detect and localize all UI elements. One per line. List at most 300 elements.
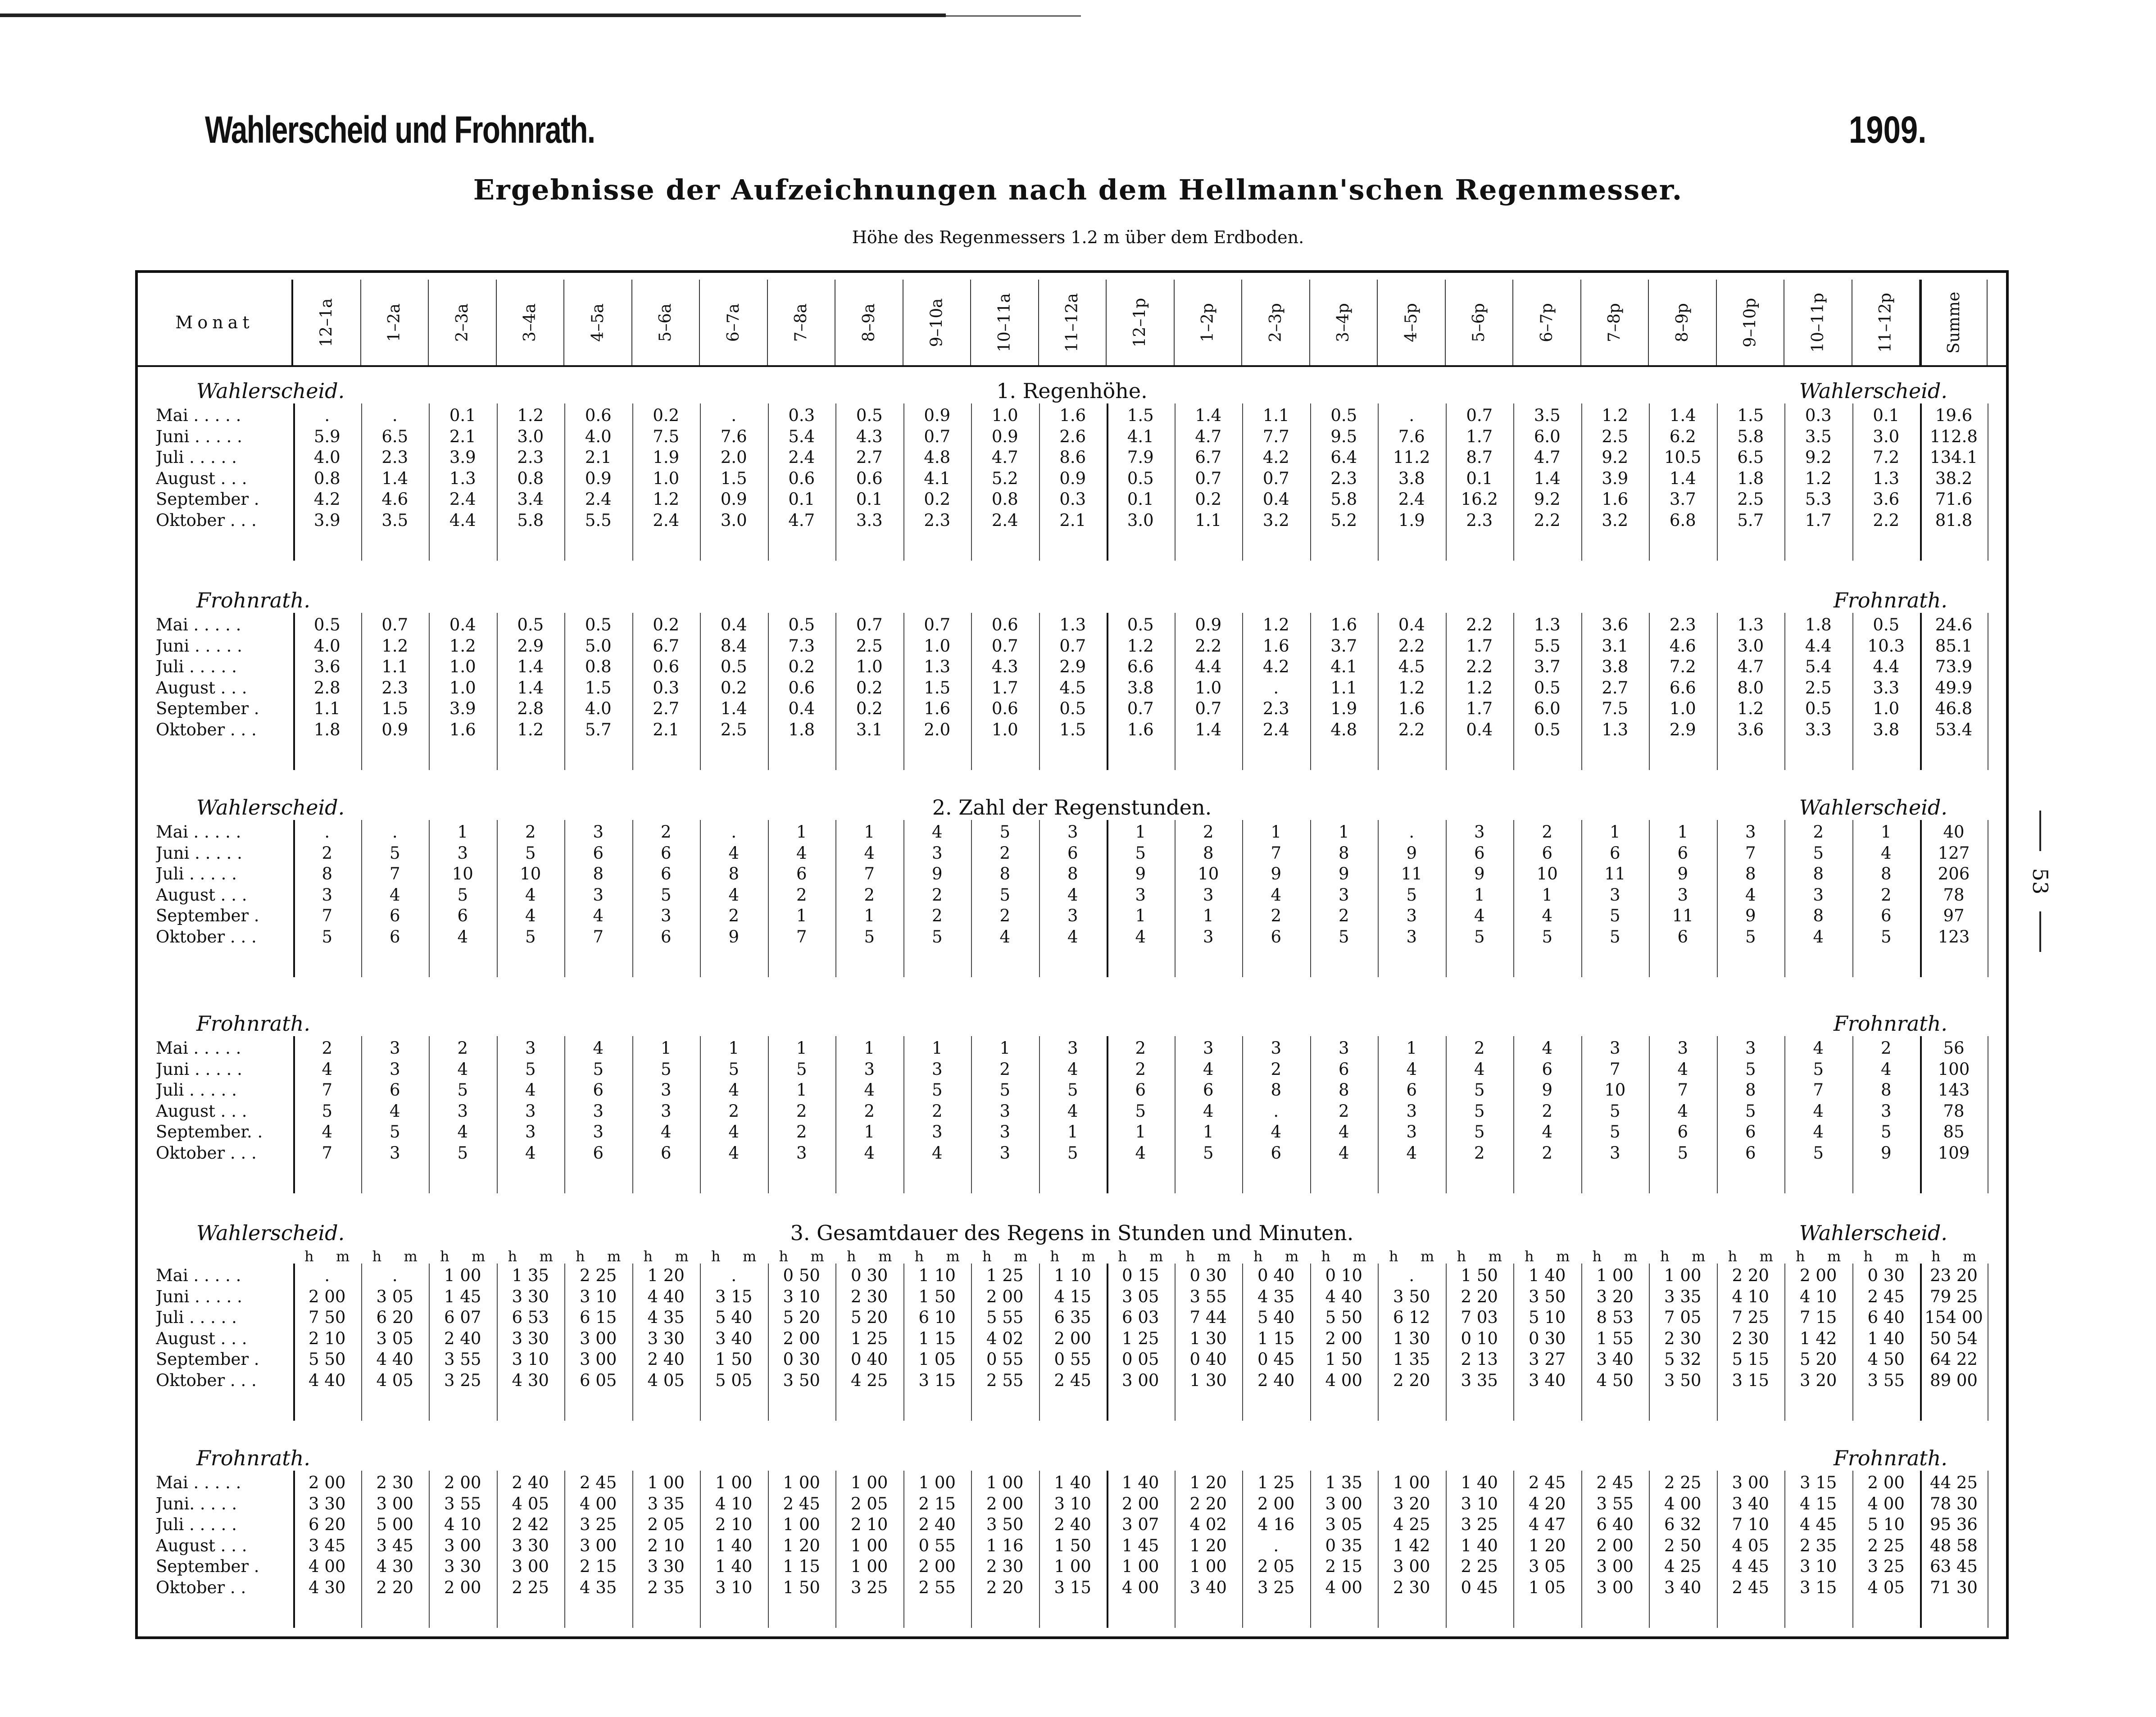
value-cell: 1.6 xyxy=(924,699,951,718)
value-cell: 6 40 xyxy=(1596,1515,1634,1534)
value-cell: 2 05 xyxy=(647,1515,685,1534)
value-cell: 1 00 xyxy=(715,1473,753,1492)
value-cell: 0.6 xyxy=(856,468,883,488)
value-cell: 1 50 xyxy=(1461,1266,1498,1285)
value-cell: 2.1 xyxy=(585,448,612,467)
value-cell: 1 xyxy=(796,822,807,842)
value-cell: 2.3 xyxy=(517,448,544,467)
value-cell: 2 42 xyxy=(512,1515,549,1534)
value-cell: 2.4 xyxy=(585,489,612,509)
value-cell: 4 xyxy=(1542,1038,1553,1058)
value-cell: 1.4 xyxy=(517,678,544,698)
value-cell: 6 xyxy=(1677,843,1688,863)
value-cell: 4 xyxy=(322,1122,333,1142)
sum-cell: 64 22 xyxy=(1930,1350,1978,1369)
value-cell: 3.9 xyxy=(449,448,476,467)
value-cell: 7 xyxy=(593,927,604,947)
value-cell: 1 40 xyxy=(1122,1473,1159,1492)
value-cell: 2 xyxy=(728,1101,740,1121)
value-cell: 7 03 xyxy=(1461,1308,1498,1327)
value-cell: 1 00 xyxy=(647,1473,685,1492)
month-label: August . . . xyxy=(156,468,247,488)
table-row xyxy=(138,885,2006,906)
value-cell: 4 xyxy=(1067,885,1078,905)
value-cell: 9 xyxy=(1677,864,1688,883)
value-cell: 3 50 xyxy=(783,1370,820,1390)
value-cell: 5 xyxy=(389,1122,400,1142)
value-cell: 3 45 xyxy=(309,1536,346,1555)
value-cell: 0.2 xyxy=(653,406,680,425)
value-cell: 3 25 xyxy=(444,1370,481,1390)
value-cell: 4 45 xyxy=(1732,1557,1769,1576)
value-cell: 1 xyxy=(999,1038,1011,1058)
value-cell: 7.6 xyxy=(720,426,747,446)
value-cell: 1.7 xyxy=(991,678,1018,698)
value-cell: 4 xyxy=(1067,927,1078,947)
value-cell: 6 40 xyxy=(1867,1308,1905,1327)
value-cell: 7 10 xyxy=(1732,1515,1769,1534)
value-cell: 2.0 xyxy=(924,720,951,739)
month-label: September . xyxy=(156,1350,259,1369)
value-cell: 4.7 xyxy=(1737,657,1764,676)
station-name-right: Frohnrath. xyxy=(1834,588,1947,612)
value-cell: 0.7 xyxy=(856,615,883,634)
value-cell: 1.3 xyxy=(1534,615,1561,634)
value-cell: 9 xyxy=(1271,864,1282,883)
value-cell: 2 20 xyxy=(1189,1494,1227,1513)
value-cell: 4 xyxy=(593,1038,604,1058)
value-cell: 0 45 xyxy=(1461,1577,1498,1597)
value-cell: . xyxy=(731,406,737,425)
hour-column-header xyxy=(1784,280,1852,365)
section-title: 2. Zahl der Regenstunden. xyxy=(932,795,1212,820)
minutes-unit: m xyxy=(539,1248,553,1265)
value-cell: 3.8 xyxy=(1127,678,1154,698)
value-cell: 4 xyxy=(457,1122,468,1142)
value-cell: 4 05 xyxy=(376,1370,413,1390)
value-cell: 1 10 xyxy=(1054,1266,1091,1285)
station-name-right: Frohnrath. xyxy=(1834,1446,1947,1470)
sum-cell: 38.2 xyxy=(1935,468,1973,488)
value-cell: 8 53 xyxy=(1596,1308,1634,1327)
value-cell: 4 xyxy=(593,906,604,925)
value-cell: 1.4 xyxy=(381,468,409,488)
value-cell: 7 xyxy=(864,864,875,883)
value-cell: 3 05 xyxy=(376,1287,413,1306)
value-cell: 7 xyxy=(1745,843,1756,863)
value-cell: 4 xyxy=(796,843,807,863)
value-cell: 6 xyxy=(389,927,400,947)
value-cell: 1 40 xyxy=(1461,1473,1498,1492)
value-cell: 4 xyxy=(1542,1122,1553,1142)
value-cell: 6 53 xyxy=(512,1308,549,1327)
value-cell: 6 10 xyxy=(918,1308,956,1327)
hours-unit: h xyxy=(779,1248,789,1265)
data-table xyxy=(135,270,2009,1639)
value-cell: 2 40 xyxy=(512,1473,549,1492)
value-cell: 6 xyxy=(1271,1143,1282,1163)
value-cell: 5 xyxy=(728,1059,740,1079)
value-cell: 10 xyxy=(1536,864,1558,883)
value-cell: 6 35 xyxy=(1054,1308,1091,1327)
value-cell: 1 20 xyxy=(1189,1473,1227,1492)
sum-cell: 97 xyxy=(1943,906,1965,925)
value-cell: 5 xyxy=(457,885,468,905)
value-cell: 3.1 xyxy=(1602,636,1629,656)
value-cell: 1 50 xyxy=(918,1287,956,1306)
value-cell: 1 42 xyxy=(1800,1328,1837,1348)
value-cell: 1 00 xyxy=(1596,1266,1634,1285)
value-cell: 3 xyxy=(593,1122,604,1142)
value-cell: 3 xyxy=(1067,906,1078,925)
value-cell: 4 xyxy=(1271,885,1282,905)
value-cell: 3 xyxy=(593,1101,604,1121)
value-cell: 4.0 xyxy=(585,426,612,446)
value-cell: 10.5 xyxy=(1664,448,1702,467)
value-cell: 6.5 xyxy=(1737,448,1764,467)
value-cell: 1 40 xyxy=(1529,1266,1566,1285)
value-cell: 2 xyxy=(525,822,536,842)
value-cell: 4 30 xyxy=(376,1557,413,1576)
value-cell: 5 20 xyxy=(851,1308,888,1327)
value-cell: 3 05 xyxy=(1122,1287,1159,1306)
value-cell: 4 xyxy=(660,1122,672,1142)
sum-cell: 78 xyxy=(1943,1101,1965,1121)
value-cell: 4 00 xyxy=(1122,1577,1159,1597)
month-label: Mai . . . . . xyxy=(156,1038,241,1058)
value-cell: 0.7 xyxy=(1262,468,1289,488)
value-cell: 2 30 xyxy=(1393,1577,1430,1597)
value-cell: 1 25 xyxy=(851,1328,888,1348)
value-cell: 2 20 xyxy=(1393,1370,1430,1390)
value-cell: 1.6 xyxy=(1602,489,1629,509)
value-cell: 1 xyxy=(796,1038,807,1058)
value-cell: 8 xyxy=(999,864,1011,883)
value-cell: . xyxy=(1273,1101,1279,1121)
hour-column-label: 4–5p xyxy=(1402,303,1421,342)
value-cell: 0 40 xyxy=(851,1350,888,1369)
value-cell: 4 xyxy=(1474,906,1485,925)
value-cell: 4 05 xyxy=(647,1370,685,1390)
value-cell: 3 xyxy=(1203,927,1214,947)
value-cell: 7 44 xyxy=(1189,1308,1227,1327)
value-cell: 4 xyxy=(728,1080,740,1100)
value-cell: 3.6 xyxy=(1602,615,1629,634)
hour-column-label: 1–2p xyxy=(1198,303,1217,342)
value-cell: 3 xyxy=(593,885,604,905)
value-cell: 5 05 xyxy=(715,1370,753,1390)
value-cell: 3 30 xyxy=(309,1494,346,1513)
value-cell: 2 00 xyxy=(918,1557,956,1576)
value-cell: 5 xyxy=(1745,1101,1756,1121)
value-cell: 3 25 xyxy=(580,1515,617,1534)
hours-unit: h xyxy=(1728,1248,1738,1265)
value-cell: 7.5 xyxy=(1602,699,1629,718)
value-cell: 4 10 xyxy=(1800,1287,1837,1306)
station-name-right: Wahlerscheid. xyxy=(1799,379,1947,403)
value-cell: 3.8 xyxy=(1398,468,1425,488)
value-cell: 2 40 xyxy=(647,1350,685,1369)
table-row xyxy=(138,864,2006,885)
value-cell: 2.7 xyxy=(653,699,680,718)
value-cell: 4 xyxy=(1542,906,1553,925)
value-cell: 0.5 xyxy=(1059,699,1086,718)
sum-cell: 19.6 xyxy=(1935,406,1973,425)
minutes-unit: m xyxy=(1217,1248,1231,1265)
value-cell: 4 05 xyxy=(1867,1577,1905,1597)
value-cell: 2.9 xyxy=(517,636,544,656)
value-cell: 5 xyxy=(322,927,333,947)
station-name-right: Wahlerscheid. xyxy=(1799,1221,1947,1245)
value-cell: 3 30 xyxy=(512,1287,549,1306)
value-cell: 3 xyxy=(864,1059,875,1079)
value-cell: 3 10 xyxy=(512,1350,549,1369)
value-cell: 1 xyxy=(864,1122,875,1142)
value-cell: 0 30 xyxy=(1867,1266,1905,1285)
value-cell: 5.0 xyxy=(585,636,612,656)
value-cell: 3 xyxy=(1813,885,1824,905)
value-cell: 3 35 xyxy=(1664,1287,1702,1306)
value-cell: 3 55 xyxy=(1867,1370,1905,1390)
value-cell: 3 xyxy=(457,1101,468,1121)
value-cell: 2.4 xyxy=(449,489,476,509)
station-header: Wahlerscheid und Frohnrath. xyxy=(205,109,595,151)
value-cell: 3 10 xyxy=(783,1287,820,1306)
value-cell: 7.6 xyxy=(1398,426,1425,446)
value-cell: 2 25 xyxy=(1461,1557,1498,1576)
month-label: Mai . . . . . xyxy=(156,406,241,425)
hours-unit: h xyxy=(576,1248,585,1265)
minutes-unit: m xyxy=(1556,1248,1570,1265)
table-header-row xyxy=(138,280,2006,367)
value-cell: 2.3 xyxy=(381,678,409,698)
month-label: Juni. . . . . xyxy=(156,1494,237,1513)
value-cell: 3.5 xyxy=(381,510,409,530)
value-cell: 4 xyxy=(457,1059,468,1079)
page-number-dash-top xyxy=(2039,811,2041,851)
value-cell: 0.9 xyxy=(1059,468,1086,488)
value-cell: 2 xyxy=(1271,906,1282,925)
value-cell: 7 xyxy=(389,864,400,883)
value-cell: 2.5 xyxy=(856,636,883,656)
value-cell: 1.2 xyxy=(653,489,680,509)
value-cell: 7 xyxy=(1271,843,1282,863)
table-row xyxy=(138,1122,2006,1143)
month-label: September . xyxy=(156,489,259,509)
value-cell: 1.8 xyxy=(313,720,340,739)
value-cell: 0 50 xyxy=(783,1266,820,1285)
value-cell: 2.2 xyxy=(1466,657,1493,676)
month-label: Oktober . . . xyxy=(156,720,257,739)
value-cell: 2 30 xyxy=(376,1473,413,1492)
table-row xyxy=(138,448,2006,468)
value-cell: 4.4 xyxy=(449,510,476,530)
value-cell: 5 xyxy=(660,1059,672,1079)
value-cell: 1.3 xyxy=(1873,468,1900,488)
value-cell: 4.1 xyxy=(1330,657,1357,676)
value-cell: 5.5 xyxy=(585,510,612,530)
value-cell: 0.1 xyxy=(449,406,476,425)
value-cell: 5.4 xyxy=(788,426,815,446)
value-cell: 2.3 xyxy=(924,510,951,530)
value-cell: 4.0 xyxy=(313,448,340,467)
value-cell: 2.0 xyxy=(720,448,747,467)
value-cell: 3 15 xyxy=(1800,1473,1837,1492)
hour-column-header xyxy=(1852,280,1920,365)
station-block xyxy=(138,1221,2006,1419)
value-cell: 3 xyxy=(322,885,333,905)
value-cell: 6 xyxy=(1135,1080,1146,1100)
value-cell: 4 15 xyxy=(1054,1287,1091,1306)
value-cell: 0.6 xyxy=(788,468,815,488)
table-row xyxy=(138,927,2006,948)
value-cell: 1 50 xyxy=(1054,1536,1091,1555)
month-label: Oktober . . . xyxy=(156,510,257,530)
value-cell: 3 xyxy=(1609,1143,1620,1163)
value-cell: 2 00 xyxy=(1257,1494,1295,1513)
station-name-left: Frohnrath. xyxy=(196,1011,310,1036)
value-cell: 2.7 xyxy=(856,448,883,467)
hours-unit: h xyxy=(1321,1248,1331,1265)
value-cell: 5 xyxy=(796,1059,807,1079)
value-cell: 5 32 xyxy=(1664,1350,1702,1369)
hour-column-header xyxy=(1513,280,1581,365)
value-cell: 3 25 xyxy=(1461,1515,1498,1534)
value-cell: 6 xyxy=(1406,1080,1417,1100)
value-cell: 4 xyxy=(1813,1038,1824,1058)
value-cell: 3.0 xyxy=(517,426,544,446)
value-cell: 3 xyxy=(525,1122,536,1142)
value-cell: 4 xyxy=(1067,1059,1078,1079)
value-cell: 3 xyxy=(1406,927,1417,947)
value-cell: 1 40 xyxy=(715,1536,753,1555)
value-cell: 2 15 xyxy=(580,1557,617,1576)
value-cell: 0.6 xyxy=(788,678,815,698)
value-cell: 1.7 xyxy=(1466,426,1493,446)
value-cell: 0.2 xyxy=(1195,489,1222,509)
value-cell: 3.9 xyxy=(449,699,476,718)
value-cell: 3 50 xyxy=(1529,1287,1566,1306)
value-cell: 9 xyxy=(728,927,740,947)
value-cell: 3 xyxy=(1406,1101,1417,1121)
value-cell: . xyxy=(1273,678,1279,698)
value-cell: 5 xyxy=(1135,1101,1146,1121)
page-number-dash-bottom xyxy=(2039,911,2041,952)
value-cell: 1.0 xyxy=(1669,699,1696,718)
value-cell: 3 20 xyxy=(1393,1494,1430,1513)
value-cell: 4 xyxy=(1203,1101,1214,1121)
hours-unit: h xyxy=(1863,1248,1873,1265)
hour-column-header xyxy=(1175,280,1243,365)
value-cell: 4 xyxy=(931,822,943,842)
value-cell: 2.2 xyxy=(1195,636,1222,656)
value-cell: 3.7 xyxy=(1330,636,1357,656)
value-cell: 4 xyxy=(1813,927,1824,947)
value-cell: 1.0 xyxy=(1195,678,1222,698)
value-cell: 6 20 xyxy=(376,1308,413,1327)
value-cell: 4 00 xyxy=(1325,1577,1362,1597)
sum-cell: 78 xyxy=(1943,885,1965,905)
minutes-unit: m xyxy=(1488,1248,1502,1265)
value-cell: 3 xyxy=(999,1143,1011,1163)
value-cell: 3 40 xyxy=(1529,1370,1566,1390)
value-cell: . xyxy=(731,1266,737,1285)
value-cell: 3 xyxy=(796,1143,807,1163)
table-row xyxy=(138,1038,2006,1059)
minutes-unit: m xyxy=(336,1248,350,1265)
value-cell: 3.6 xyxy=(313,657,340,676)
value-cell: 2 xyxy=(864,885,875,905)
value-cell: 3 05 xyxy=(1325,1515,1362,1534)
value-cell: 8 xyxy=(1813,906,1824,925)
value-cell: 6.5 xyxy=(381,426,409,446)
minutes-unit: m xyxy=(1081,1248,1095,1265)
value-cell: 3.3 xyxy=(1873,678,1900,698)
value-cell: 5 xyxy=(1203,1143,1214,1163)
value-cell: 6 xyxy=(1542,843,1553,863)
hours-unit: h xyxy=(1253,1248,1263,1265)
value-cell: 8 xyxy=(322,864,333,883)
value-cell: . xyxy=(1409,1266,1415,1285)
value-cell: 0 30 xyxy=(783,1350,820,1369)
value-cell: . xyxy=(1409,406,1415,425)
value-cell: 1 xyxy=(864,822,875,842)
table-row xyxy=(138,1060,2006,1080)
value-cell: 3.3 xyxy=(1805,720,1832,739)
value-cell: 5 50 xyxy=(309,1350,346,1369)
value-cell: 9 xyxy=(1338,864,1349,883)
value-cell: 4.1 xyxy=(924,468,951,488)
value-cell: 1.2 xyxy=(1127,636,1154,656)
value-cell: 0.9 xyxy=(924,406,951,425)
value-cell: 2 xyxy=(931,885,943,905)
value-cell: 3 xyxy=(660,906,672,925)
value-cell: 9.2 xyxy=(1534,489,1561,509)
value-cell: 4 16 xyxy=(1257,1515,1295,1534)
value-cell: 2 00 xyxy=(444,1473,481,1492)
value-cell: 2 13 xyxy=(1461,1350,1498,1369)
hour-column-header xyxy=(971,280,1039,365)
value-cell: 8 xyxy=(1745,1080,1756,1100)
value-cell: 2.7 xyxy=(1602,678,1629,698)
value-cell: 6.7 xyxy=(1195,448,1222,467)
station-name-left: Frohnrath. xyxy=(196,1446,310,1470)
value-cell: 1 25 xyxy=(1122,1328,1159,1348)
month-label: Juni . . . . . xyxy=(156,843,242,863)
value-cell: 1 00 xyxy=(783,1473,820,1492)
value-cell: 4 xyxy=(1474,1059,1485,1079)
value-cell: 4 xyxy=(728,1122,740,1142)
value-cell: 1 xyxy=(796,1080,807,1100)
table-row xyxy=(138,636,2006,657)
value-cell: 0.1 xyxy=(1466,468,1493,488)
value-cell: 2 10 xyxy=(715,1515,753,1534)
value-cell: 1.2 xyxy=(517,406,544,425)
value-cell: 2 30 xyxy=(986,1557,1024,1576)
hours-unit: h xyxy=(508,1248,517,1265)
value-cell: 2 25 xyxy=(580,1266,617,1285)
value-cell: 1.1 xyxy=(1262,406,1289,425)
value-cell: 2 xyxy=(864,1101,875,1121)
value-cell: 1 xyxy=(1677,822,1688,842)
value-cell: . xyxy=(1273,1536,1279,1555)
table-row xyxy=(138,720,2006,741)
value-cell: 4 xyxy=(1338,1122,1349,1142)
value-cell: 3 10 xyxy=(1800,1557,1837,1576)
month-label: Juli . . . . . xyxy=(156,1515,237,1534)
minutes-unit: m xyxy=(675,1248,689,1265)
value-cell: 7 xyxy=(322,906,333,925)
